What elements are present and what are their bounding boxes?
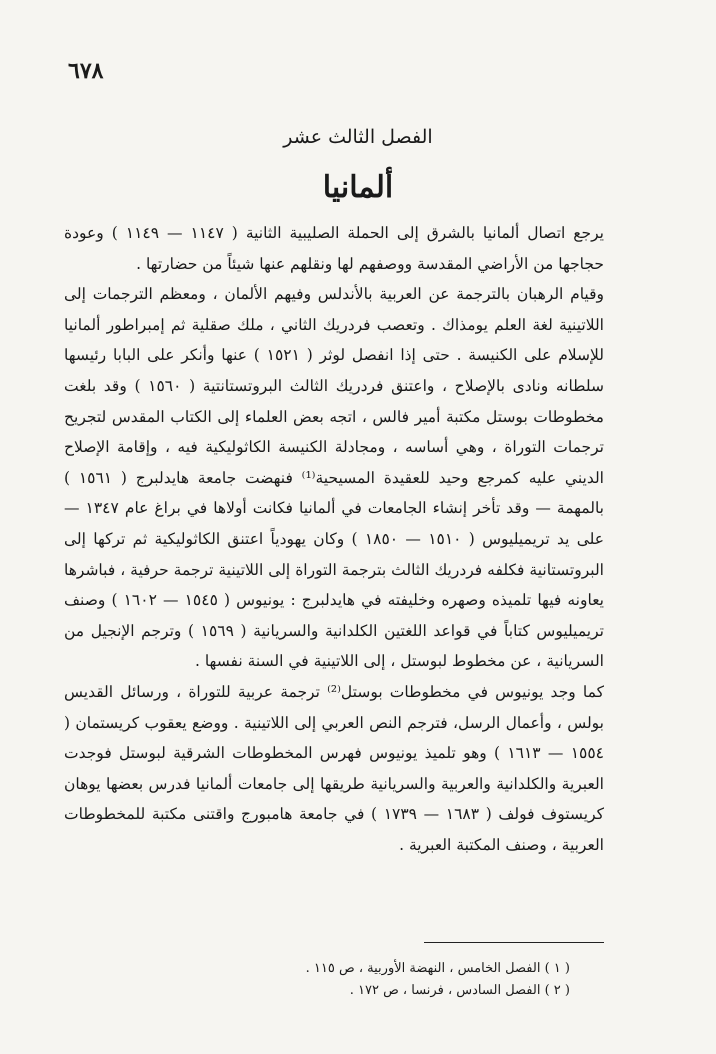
paragraph: كما وجد يونيوس في مخطوطات بوستل⁽²⁾ ترجمة عربية للتوراة ، ورسائل القديس بولس ، وأعمال الرسل، فترجم النص العربي إلى اللاتينية . ووضع يعقوب كريستمان ( ١٥٥٤ — ١٦١٣ ) وهو تلميذ يونيوس فهرس المخطوطات الشرقية لبوستل فوجدت العبرية والكلدانية والعربية والسريانية طريقها إلى جامعات ألمانيا فدرس بعضها يوهان كريستوف فولف ( ١٦٨٣ — ١٧٣٩ ) في جامعة هامبورج واقتنى مكتبة للمخطوطات العربية ، وصنف المكتبة العبرية . — [64, 682, 605, 854]
paragraph: وقيام الرهبان بالترجمة عن العربية بالأندلس وفيهم الألمان ، ومعظم الترجمات إلى اللاتينية لغة العلم يومذاك . وتعصب فردريك الثاني ، ملك صقلية ثم إمبراطور ألمانيا للإسلام على الكنيسة . حتى إذا انفصل لوثر ( ١٥٢١ ) عنها وأنكر على البابا رئيسها سلطانه ونادى بالإصلاح ، واعتنق فردريك الثالث البروتستانتية ( ١٥٦٠ ) وقد بلغت مخطوطات بوستل مكتبة أمير فالس ، اتجه بعض العلماء إلى الكتاب المقدس لتجريح ترجمات التوراة ، وهي أساسه ، ومجادلة الكنيسة الكاثوليكية فيه ، وإقامة الإصلاح الديني عليه كمرجع وحيد للعقيدة المسيحية⁽¹⁾ فنهضت جامعة هايدلبرج ( ١٥٦١ ) بالمهمة — وقد تأخر إنشاء الجامعات في ألمانيا فكانت أولاها في براغ عام ١٣٤٧ — على يد تريميليوس ( ١٥١٠ — ١٨٥٠ ) وكان يهودياً اعتنق الكاثوليكية ثم تركها إلى البروتستانية فكلفه فردريك الثالث بترجمة التوراة إلى اللاتينية ترجمة حرفية ، فباشرها يعاونه فيها تلميذه وصهره وخليفته في هايدلبرج : يونيوس ( ١٥٤٥ — ١٦٠٢ ) وصنف تريميليوس كتاباً في قواعد اللغتين الكلدانية والسريانية ( ١٥٦٩ ) وترجم الإنجيل من السريانية ، عن مخطوط لبوستل ، إلى اللاتينية في السنة نفسها . — [64, 285, 605, 671]
body-text — [64, 218, 604, 860]
paragraph: يرجع اتصال ألمانيا بالشرق إلى الحملة الصليبية الثانية ( ١١٤٧ — ١١٤٩ ) وعودة حجاجها من الأراضي المقدسة ووصفهم لها ونقلهم عنها شيئاً من حضارتها . — [64, 224, 604, 273]
page-number: ٦٧٨ — [68, 58, 104, 84]
chapter-heading: الفصل الثالث عشر — [283, 126, 433, 148]
footnotes — [250, 958, 570, 1002]
footnote-divider — [424, 942, 604, 943]
page-title: ألمانيا — [322, 170, 394, 205]
footnote: ( ٢ ) الفصل السادس ، فرنسا ، ص ١٧٢ . — [349, 983, 570, 998]
footnote: ( ١ ) الفصل الخامس ، النهضة الأوربية ، ص ١١٥ . — [305, 961, 570, 976]
